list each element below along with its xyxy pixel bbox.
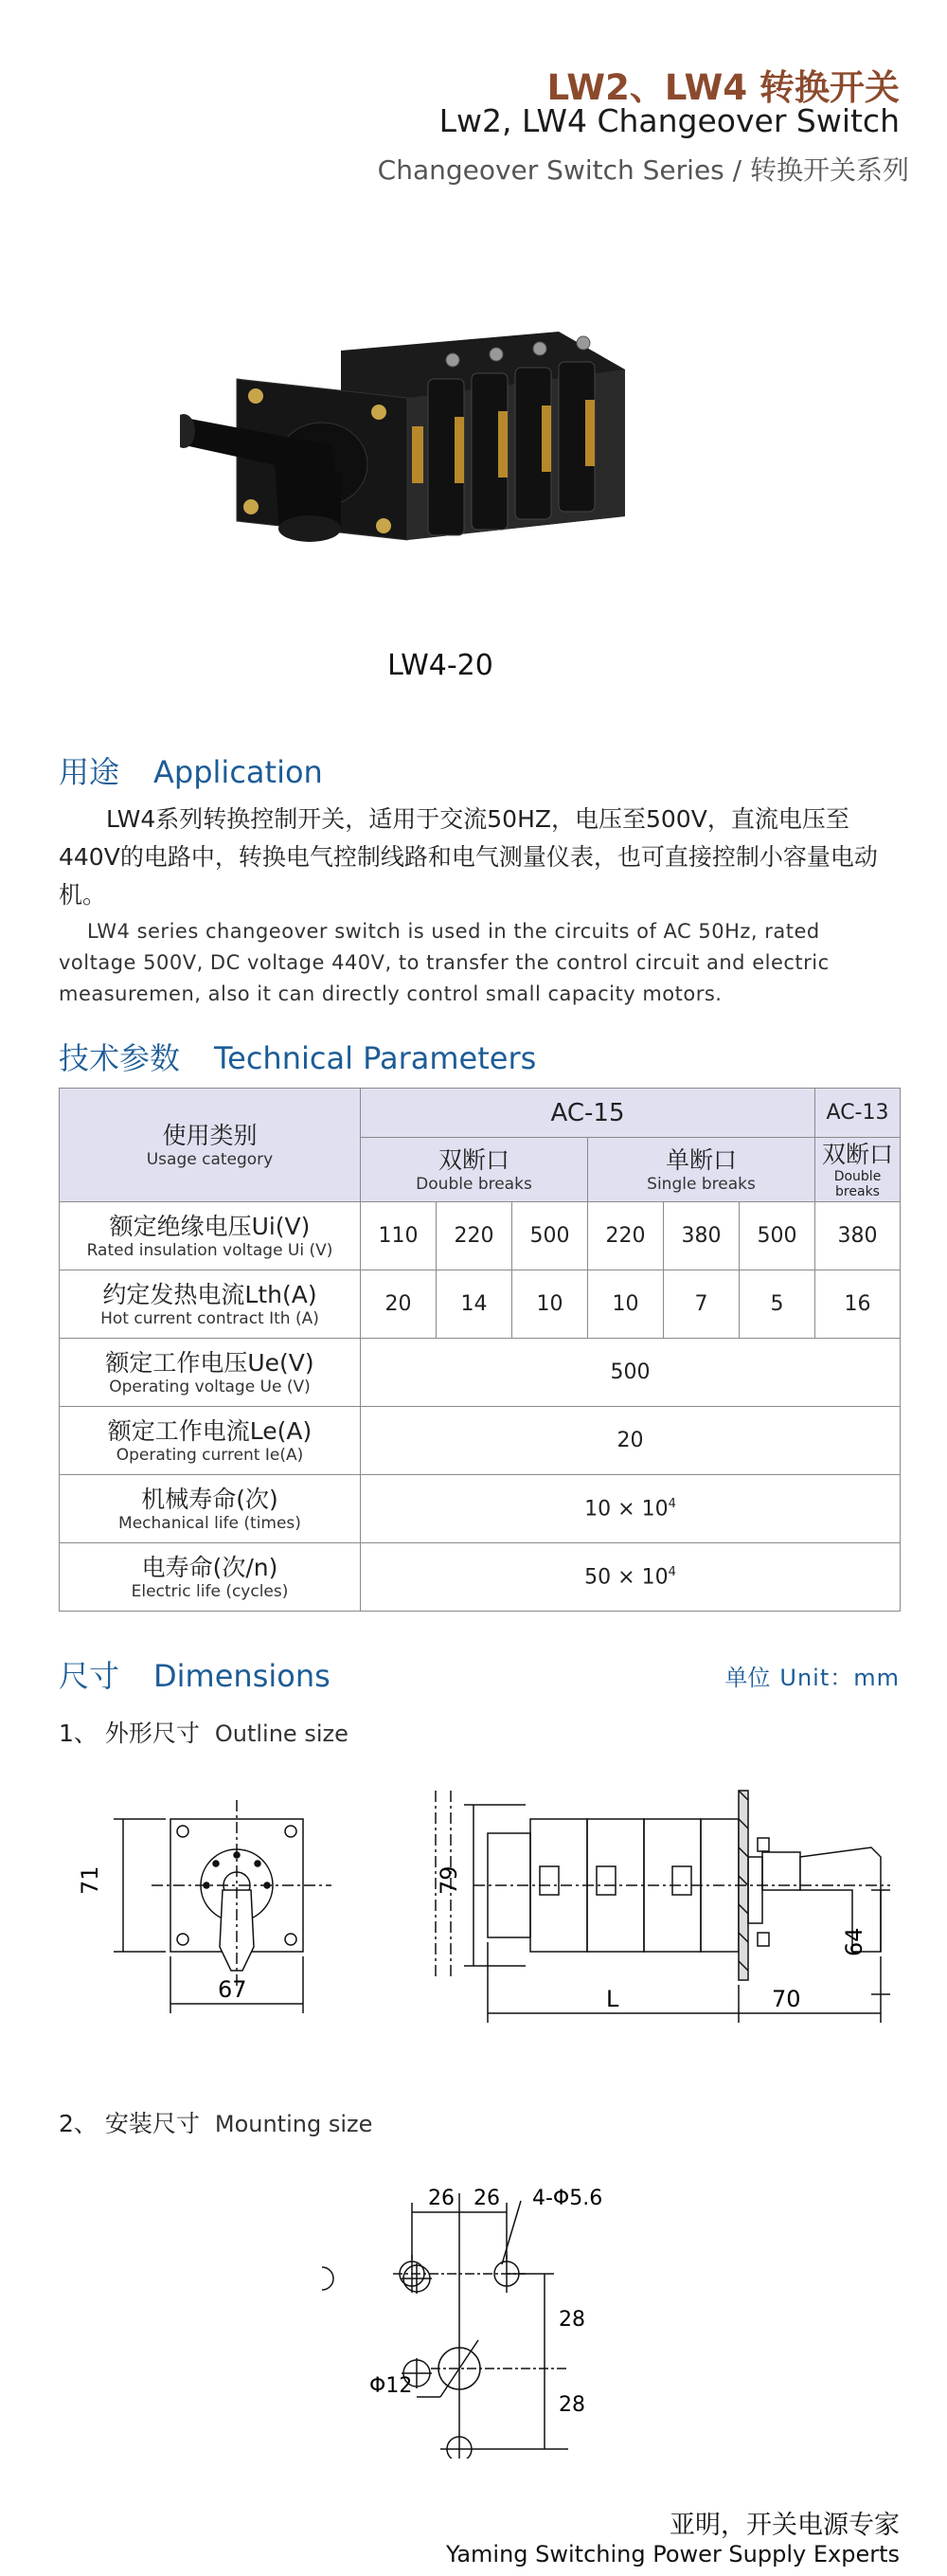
application-text-cn: LW4系列转换控制开关，适用于交流50HZ，电压至500V，直流电压至440V的电路中，转换电气控制线路和电气测量仪表，也可直接控制小容量电动机。 — [59, 805, 878, 909]
dim-67-label: 67 — [218, 1976, 247, 2003]
dim-L-label: L — [606, 1986, 619, 2012]
outline-size-title: 1、 外形尺寸 Outline size — [59, 1720, 348, 1747]
mount-dim-28a: 28 — [559, 2308, 585, 2332]
technical-heading — [59, 1035, 536, 1078]
application-title-en: Application — [153, 754, 323, 790]
technical-title-cn: 技术参数 — [59, 1040, 181, 1076]
usage-category-header: 使用类别 Usage category — [60, 1089, 361, 1202]
dimensions-title-cn: 尺寸 — [59, 1658, 120, 1694]
ac13-header: AC-13 — [815, 1089, 901, 1138]
product-caption: LW4-20 — [387, 649, 493, 682]
mounting-drawing — [322, 2155, 720, 2459]
ac13-double-breaks-header: 双断口 Double breaks — [815, 1138, 901, 1202]
mount-dim-28b: 28 — [559, 2393, 585, 2417]
single-breaks-header: 单断口 Single breaks — [588, 1138, 815, 1202]
application-title-cn: 用途 — [59, 754, 120, 790]
unit-label: 单位 Unit：mm — [724, 1665, 900, 1691]
dimensions-heading — [59, 1652, 331, 1696]
mount-phi12-label: Φ12 — [369, 2374, 413, 2398]
technical-title-en: Technical Parameters — [214, 1040, 537, 1076]
table-row: 额定工作电流Le(A) Operating current Ie(A) 20 — [60, 1407, 901, 1475]
table-row: 约定发热电流Lth(A) Hot current contract Ith (A) 20 14 10 10 7 5 16 — [60, 1270, 901, 1339]
technical-parameters-table — [59, 1088, 901, 1612]
mount-dim-26b: 26 — [474, 2187, 500, 2210]
outline-drawing — [57, 1762, 890, 2065]
ac15-header: AC-15 — [361, 1089, 815, 1138]
dim-64-label: 64 — [841, 1927, 867, 1956]
series-label: Changeover Switch Series / 转换开关系列 — [377, 154, 909, 186]
mount-holes-label: 4-Φ5.6 — [532, 2187, 603, 2210]
mounting-size-title: 2、 安装尺寸 Mounting size — [59, 2110, 373, 2137]
dim-71-label: 71 — [77, 1865, 103, 1895]
page-subtitle: Lw2, LW4 Changeover Switch — [438, 102, 900, 139]
dim-79-label: 79 — [436, 1865, 462, 1895]
table-row: 额定绝缘电压Ui(V) Rated insulation voltage Ui (V) 110 220 500 220 380 500 380 — [60, 1202, 901, 1270]
dim-70-label: 70 — [772, 1986, 801, 2012]
dimensions-title-en: Dimensions — [153, 1658, 331, 1694]
table-row: 机械寿命(次) Mechanical life (times) $10 \times 10^4$ — [60, 1475, 901, 1543]
table-row: 电寿命(次/n) Electric life (cycles) $50 \times 10^4$ — [60, 1543, 901, 1612]
footer-slogan-en: Yaming Switching Power Supply Experts — [445, 2541, 900, 2567]
double-breaks-header: 双断口 Double breaks — [361, 1138, 588, 1202]
page-title: LW2、LW4 转换开关 — [546, 67, 900, 108]
application-text-en: LW4 series changeover switch is used in the circuits of AC 50Hz, rated voltage 500V, DC voltage 440V, to transfer the control circuit and electric measuremen, also it can directly control small capacity motors. — [59, 920, 830, 1005]
footer-slogan-cn: 亚明，开关电源专家 — [670, 2511, 900, 2540]
table-row: 额定工作电压Ue(V) Operating voltage Ue (V) 500 — [60, 1339, 901, 1407]
application-heading — [59, 748, 323, 792]
product-image — [180, 313, 710, 625]
mount-dim-26a: 26 — [428, 2187, 455, 2210]
